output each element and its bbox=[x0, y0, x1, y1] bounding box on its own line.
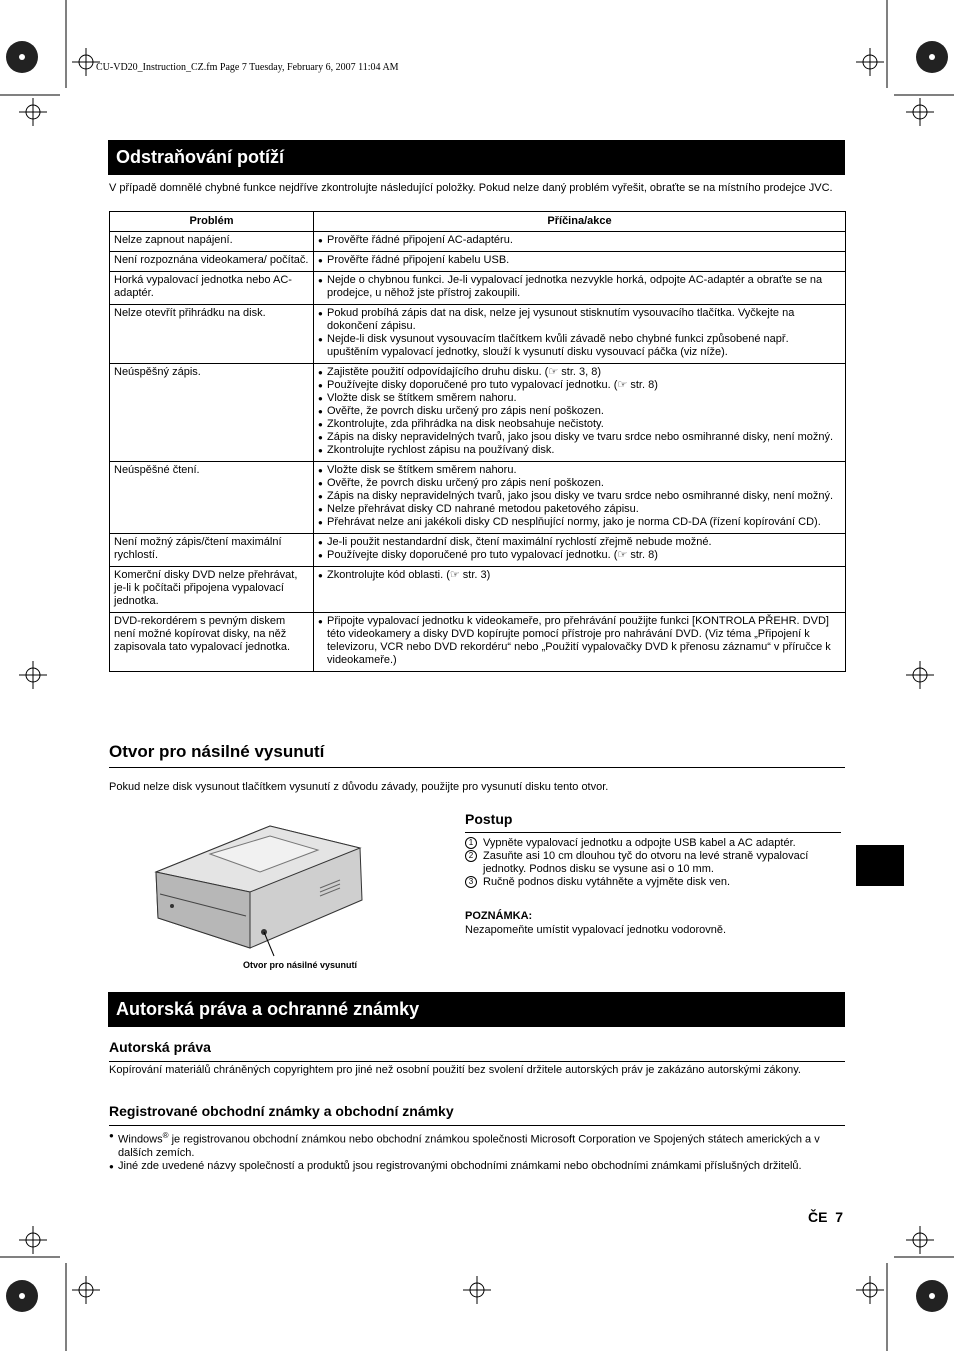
list-item: ● Zápis na disky nepravidelných tvarů, jako jsou disky ve tvaru srdce nebo osmihranné disky, není možný. bbox=[318, 490, 841, 503]
troubleshooting-intro: V případě domnělé chybné funkce nejdříve zkontrolujte následující položky. Pokud nelze daný problém vyřešit, obraťte se na místního prodejce JVC. bbox=[109, 182, 833, 194]
cause-cell bbox=[314, 567, 846, 613]
list-item: ● Připojte vypalovací jednotku k videokameře, pro přehrávání použijte funkci [KONTROLA PŘEHR. DVD] této videokamery a disky DVD kopírujte pomocí přístroje pro nahrávání DVD. (Viz téma „Připojení k televizoru, VCR nebo DVD rekordéru“ nebo „Použití vypalovačky DVD k přenosu záznamu“ v příručce k videokameře.) bbox=[318, 615, 841, 667]
list-item: ● Prověřte řádné připojení kabelu USB. bbox=[318, 254, 841, 267]
steps-list bbox=[465, 837, 843, 889]
cause-cell bbox=[314, 613, 846, 672]
list-item: ● Vložte disk se štítkem směrem nahoru. bbox=[318, 392, 841, 405]
problem-cell: Není možný zápis/čtení maximální rychlostí. bbox=[110, 534, 314, 567]
step-item: 2 Zasuňte asi 10 cm dlouhou tyč do otvoru na levé straně vypalovací jednotky. Podnos disku se vysune asi o 10 mm. bbox=[465, 850, 843, 876]
cause-list bbox=[318, 307, 841, 359]
cause-cell bbox=[314, 252, 846, 272]
page-tab-marker bbox=[856, 845, 904, 886]
problem-cell: Horká vypalovací jednotka nebo AC-adaptér. bbox=[110, 272, 314, 305]
table-row bbox=[110, 364, 846, 462]
section-title-forced-eject: Otvor pro násilné vysunutí bbox=[109, 742, 325, 761]
cause-list bbox=[318, 274, 841, 300]
troubleshooting-table bbox=[109, 211, 846, 672]
step-number: 1 bbox=[465, 837, 477, 849]
problem-cell: DVD-rekordérem s pevným diskem není možné kopírovat disky, na něž zapisovala tato vypalovací jednotka. bbox=[110, 613, 314, 672]
cause-list bbox=[318, 234, 841, 247]
cause-cell bbox=[314, 534, 846, 567]
list-item: ● Nelze přehrávat disky CD nahrané metodou paketového zápisu. bbox=[318, 503, 841, 516]
cause-list bbox=[318, 615, 841, 667]
cause-list bbox=[318, 366, 841, 457]
step-number: 2 bbox=[465, 850, 477, 862]
note-title: POZNÁMKA: bbox=[465, 910, 533, 922]
dvd-burner-image bbox=[150, 820, 390, 960]
divider bbox=[465, 832, 841, 833]
cause-cell bbox=[314, 305, 846, 364]
list-item: ● Zkontrolujte, zda přihrádka na disk neobsahuje nečistoty. bbox=[318, 418, 841, 431]
table-row bbox=[110, 232, 846, 252]
list-item: ● Používejte disky doporučené pro tuto vypalovací jednotku. (☞ str. 8) bbox=[318, 379, 841, 392]
list-item: ● Přehrávat nelze ani jakékoli disky CD nesplňující normy, jako je norma CD-DA (řízení kopírování CD). bbox=[318, 516, 841, 529]
cause-cell bbox=[314, 364, 846, 462]
cause-list bbox=[318, 254, 841, 267]
list-item: ● Je-li použit nestandardní disk, čtení maximální rychlostí zřejmě nebude možné. bbox=[318, 536, 841, 549]
cause-list bbox=[318, 536, 841, 562]
problem-cell: Komerční disky DVD nelze přehrávat, je-li k počítači připojena vypalovací jednotka. bbox=[110, 567, 314, 613]
trademark-list bbox=[109, 1129, 834, 1173]
note-text: Nezapomeňte umístit vypalovací jednotku vodorovně. bbox=[465, 924, 727, 936]
list-item: ● Nejde-li disk vysunout vysouvacím tlačítkem kvůli závadě nebo chybné funkci způsobené např. upuštěním vypalovací jednotky, slouží k vysunutí disku vysouvací páčka (viz níže). bbox=[318, 333, 841, 359]
page-number: ČE 7 bbox=[808, 1209, 844, 1225]
table-header-row bbox=[110, 212, 846, 232]
list-item: ● Zkontrolujte kód oblasti. (☞ str. 3) bbox=[318, 569, 841, 582]
table-row bbox=[110, 462, 846, 534]
list-item: ● Prověřte řádné připojení AC-adaptéru. bbox=[318, 234, 841, 247]
section-title-troubleshooting: Odstraňování potíží bbox=[108, 140, 845, 175]
problem-cell: Není rozpoznána videokamera/ počítač. bbox=[110, 252, 314, 272]
problem-cell: Nelze zapnout napájení. bbox=[110, 232, 314, 252]
cause-list bbox=[318, 569, 841, 582]
divider bbox=[109, 1061, 845, 1062]
list-item: ● Používejte disky doporučené pro tuto vypalovací jednotku. (☞ str. 8) bbox=[318, 549, 841, 562]
list-item: ● Ověřte, že povrch disku určený pro zápis není poškozen. bbox=[318, 477, 841, 490]
cause-list bbox=[318, 464, 841, 529]
list-item: ● Zkontrolujte rychlost zápisu na používaný disk. bbox=[318, 444, 841, 457]
copyright-subtitle: Autorská práva bbox=[109, 1039, 211, 1055]
forced-eject-intro: Pokud nelze disk vysunout tlačítkem vysunutí z důvodu závady, použijte pro vysunutí disku tento otvor. bbox=[109, 781, 609, 793]
list-item: ● Jiné zde uvedené názvy společností a produktů jsou registrovanými obchodními známkami nebo obchodními známkami příslušných držitelů. bbox=[109, 1160, 834, 1173]
image-caption: Otvor pro násilné vysunutí bbox=[243, 960, 358, 970]
list-item: ● Ověřte, že povrch disku určený pro zápis není poškozen. bbox=[318, 405, 841, 418]
step-item: 3 Ručně podnos disku vytáhněte a vyjměte disk ven. bbox=[465, 876, 843, 889]
list-item: ● Zajistěte použití odpovídajícího druhu disku. (☞ str. 3, 8) bbox=[318, 366, 841, 379]
cause-cell bbox=[314, 232, 846, 252]
trademarks-subtitle: Registrované obchodní známky a obchodní známky bbox=[109, 1103, 454, 1119]
table-row bbox=[110, 534, 846, 567]
table-row bbox=[110, 613, 846, 672]
list-item: ● Pokud probíhá zápis dat na disk, nelze jej vysunout stisknutím vysouvacího tlačítka. Vyčkejte na dokončení zápisu. bbox=[318, 307, 841, 333]
problem-cell: Neúspěšné čtení. bbox=[110, 462, 314, 534]
list-item: ● Windows® je registrovanou obchodní známkou nebo obchodní známkou společnosti Microsoft Corporation ve Spojených státech amerických a v dalších zemích. bbox=[109, 1129, 834, 1160]
col-cause: Příčina/akce bbox=[314, 212, 846, 232]
cause-cell bbox=[314, 272, 846, 305]
table-row bbox=[110, 252, 846, 272]
col-problem: Problém bbox=[110, 212, 314, 232]
divider bbox=[109, 1125, 845, 1126]
list-item: ● Zápis na disky nepravidelných tvarů, jako jsou disky ve tvaru srdce nebo osmihranné disky, není možný. bbox=[318, 431, 841, 444]
step-number: 3 bbox=[465, 876, 477, 888]
divider bbox=[109, 767, 845, 768]
table-row bbox=[110, 305, 846, 364]
postup-title: Postup bbox=[465, 811, 513, 827]
table-row bbox=[110, 567, 846, 613]
step-item: 1 Vypněte vypalovací jednotku a odpojte USB kabel a AC adaptér. bbox=[465, 837, 843, 850]
cause-cell bbox=[314, 462, 846, 534]
file-header: CU-VD20_Instruction_CZ.fm Page 7 Tuesday, February 6, 2007 11:04 AM bbox=[96, 62, 399, 73]
problem-cell: Neúspěšný zápis. bbox=[110, 364, 314, 462]
problem-cell: Nelze otevřít přihrádku na disk. bbox=[110, 305, 314, 364]
list-item: ● Vložte disk se štítkem směrem nahoru. bbox=[318, 464, 841, 477]
section-title-copyright: Autorská práva a ochranné známky bbox=[108, 992, 845, 1027]
copyright-text: Kopírování materiálů chráněných copyrightem pro jiné než osobní použití bez svolení držitele autorských práv je zakázáno autorskými zákony. bbox=[109, 1064, 801, 1076]
list-item: ● Nejde o chybnou funkci. Je-li vypalovací jednotka nezvykle horká, odpojte AC-adaptér a obraťte se na prodejce, u něhož jste přístroj zakoupili. bbox=[318, 274, 841, 300]
table-row bbox=[110, 272, 846, 305]
